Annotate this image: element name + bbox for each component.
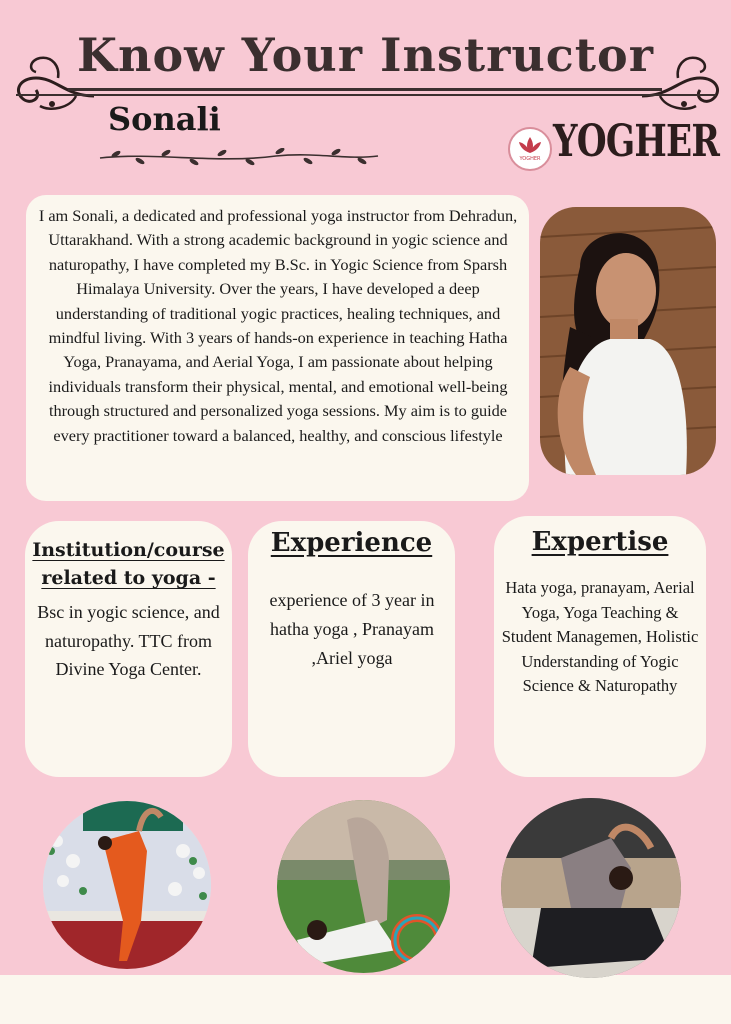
backbend-pose-photo (277, 800, 450, 973)
vine-ornament (96, 148, 382, 168)
logo-badge-text: YOGHER (519, 156, 541, 162)
dancer-pose-photo (43, 801, 211, 969)
instructor-portrait-photo (540, 207, 716, 475)
title-underline-secondary (16, 94, 716, 96)
bottom-band (0, 975, 731, 1024)
expertise-card-body: Hata yoga, pranayam, Aerial Yoga, Yoga Teaching & Student Managemen, Holistic Understanding of Yogic Science & Naturopathy (501, 578, 699, 695)
yogher-logo-badge (508, 127, 552, 171)
title-underline (68, 88, 662, 91)
instructor-name: Sonali (108, 100, 221, 138)
lotus-icon (510, 131, 550, 159)
expertise-card-title: Expertise (531, 527, 669, 557)
experience-card-title: Experience (270, 528, 433, 558)
bio-text: I am Sonali, a dedicated and professional yoga instructor from Dehradun, Uttarakhand. With a strong academic background in yogic science and naturopathy, I have completed my B.Sc. in Yogic Science from Sparsh Himalaya University. Over the years, I have developed a deep understanding of traditional yogic practices, healing techniques, and mindful living. With 3 years of hands-on experience in teaching Hatha Yoga, Pranayama, and Aerial Yoga, I am passionate about helping individuals transform their physical, mental, and emotional well-being through structured and personalized yoga sessions. My aim is to guide every practitioner toward a balanced, healthy, and conscious lifestyle (38, 206, 518, 445)
institution-card-body: Bsc in yogic science, and naturopathy. TTC from Divine Yoga Center. (37, 602, 220, 679)
page-title: Know Your Instructor (77, 28, 654, 82)
aerial-pose-photo (501, 798, 681, 978)
yogher-logo-text: YOGHER (553, 116, 720, 167)
experience-card-body: experience of 3 year in hatha yoga , Pranayam ,Ariel yoga (269, 590, 435, 668)
institution-card-title: Institution/course related to yoga - (32, 539, 225, 589)
